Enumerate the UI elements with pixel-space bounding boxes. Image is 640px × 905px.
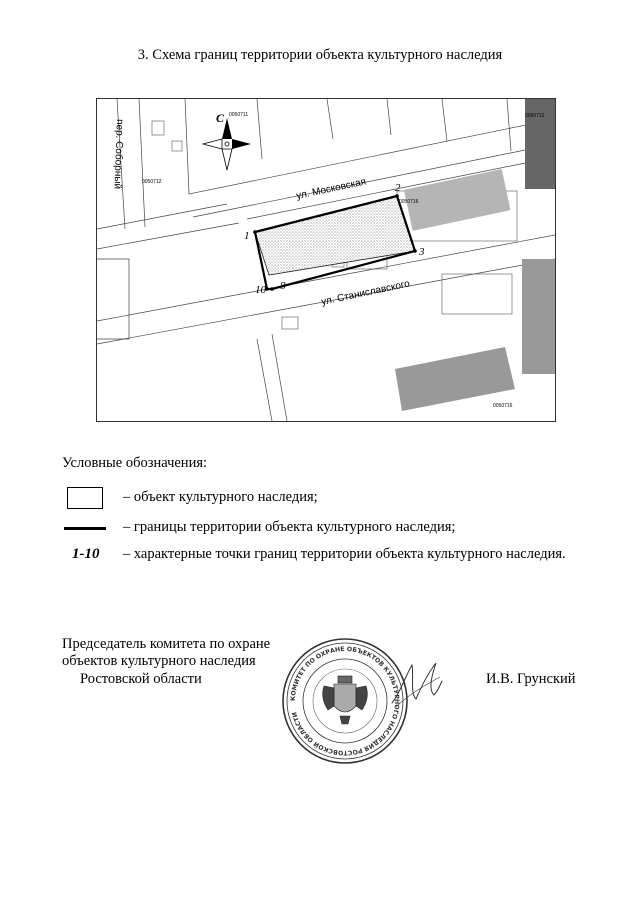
parcel-label: 0050716 bbox=[399, 199, 419, 205]
point-label-1: 1 bbox=[244, 230, 250, 242]
signatory-position-line1: Председатель комитета по охране bbox=[62, 636, 271, 652]
legend-title: Условные обозначения: bbox=[62, 455, 208, 471]
heritage-object bbox=[255, 196, 415, 275]
legend-symbol-boundary-line bbox=[64, 527, 106, 530]
street-label-moskovskaya: ул. Московская bbox=[295, 176, 368, 202]
compass-icon bbox=[203, 111, 251, 170]
seal-text: КОМИТЕТ ПО ОХРАНЕ ОБЪЕКТОВ КУЛЬТУРНОГО НАСЛЕДИЯ РОСТОВСКОЙ ОБЛАСТИ bbox=[289, 645, 401, 757]
street-label-stanislavskogo: ул. Станиславского bbox=[320, 278, 411, 308]
building-grey bbox=[522, 259, 555, 374]
handwritten-signature bbox=[388, 655, 444, 715]
parcel-label: 0050711 bbox=[229, 112, 249, 118]
page-title: 3. Схема границ территории объекта культурного наследия bbox=[137, 47, 503, 63]
compass-north-label: С bbox=[216, 111, 225, 125]
legend-symbol-points: 1-10 bbox=[72, 546, 100, 562]
signatory-name: И.В. Грунский bbox=[486, 671, 576, 687]
point-label-3: 3 bbox=[419, 246, 425, 258]
building-grey bbox=[404, 169, 511, 231]
building-grey bbox=[395, 347, 515, 411]
point-label-10: 10 bbox=[255, 284, 266, 296]
parcel-label: 0050716 bbox=[493, 403, 513, 409]
parcel-label: 0050712 bbox=[142, 179, 162, 185]
boundary-map bbox=[96, 98, 556, 422]
parcel-label: 0050712 bbox=[525, 113, 545, 119]
coat-of-arms-icon bbox=[323, 676, 368, 724]
street-label-sobornyi: пер. Соборный bbox=[111, 118, 125, 190]
signatory-position-line3: Ростовской области bbox=[80, 671, 202, 687]
legend-item-object: – объект культурного наследия; bbox=[123, 489, 318, 505]
point-label-2: 2 bbox=[395, 182, 401, 194]
signatory-position-line2: объектов культурного наследия bbox=[62, 653, 256, 669]
legend-item-boundary: – границы территории объекта культурного наследия; bbox=[123, 519, 456, 535]
point-label-8: 8 bbox=[280, 280, 286, 292]
legend-item-points: – характерные точки границ территории объекта культурного наследия. bbox=[123, 546, 566, 562]
legend-symbol-object-box bbox=[67, 487, 103, 509]
